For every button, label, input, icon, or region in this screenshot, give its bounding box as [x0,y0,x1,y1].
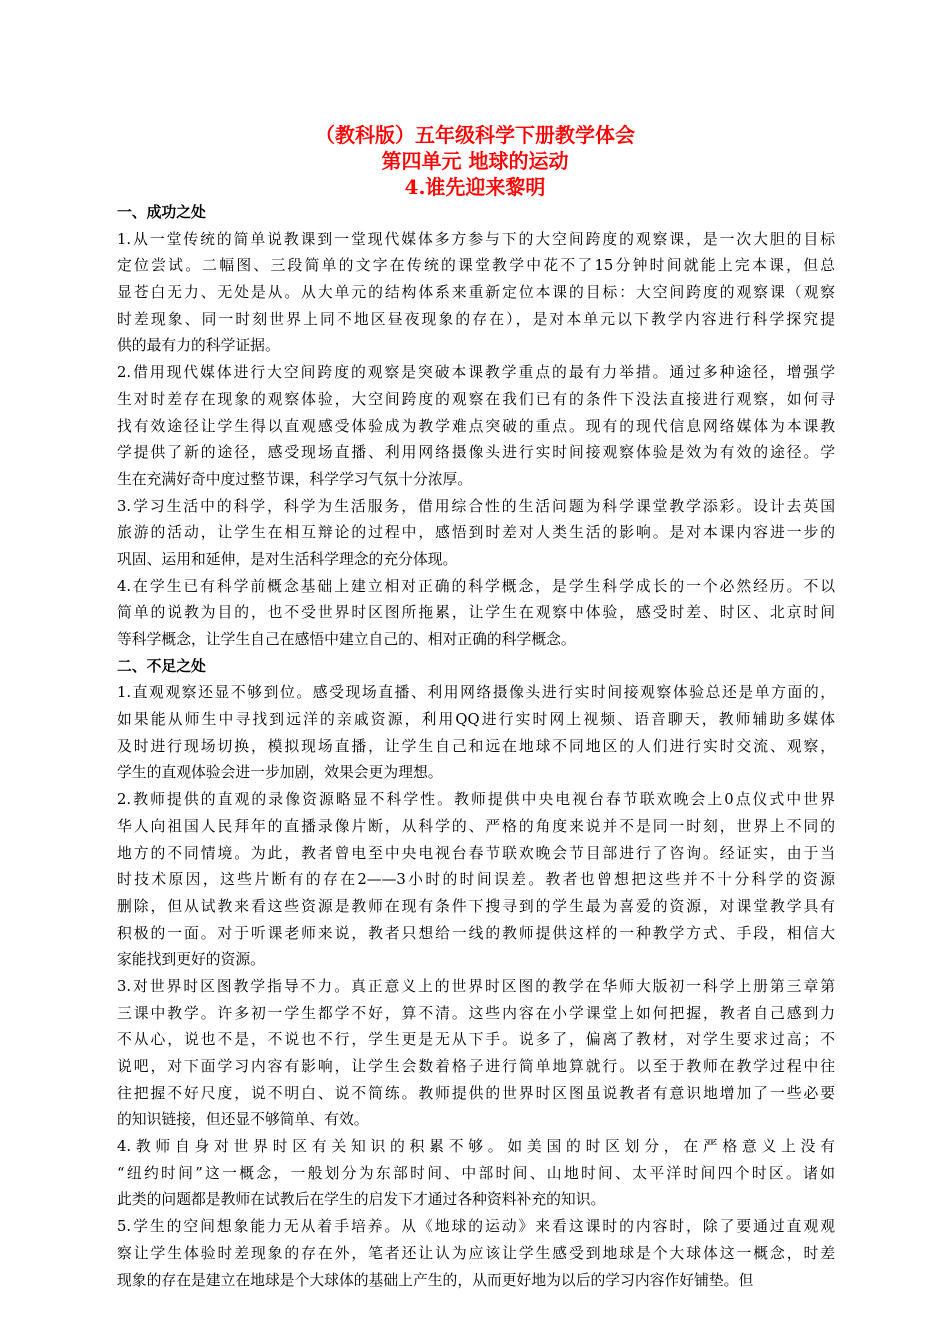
text-line: 往把握不好尺度，说不明白、说不简练。教师提供的世界时区图虽说教者有意识地增加了一些必要 [117,1084,835,1102]
document-title [0,122,950,200]
text-line: 等科学概念，让学生自己在感悟中建立自己的、相对正确的科学概念。 [117,631,576,648]
paragraph [117,680,835,787]
text-line: 时技术原因，这些片断有的存在2——3小时的时间误差。教者也曾想把这些并不十分科学的资源 [117,871,835,889]
text-line: 1.直观观察还显不够到位。感受现场直播、利用网络摄像头进行实时间接观察体验总还是单方面的， [117,684,835,702]
paragraph [117,227,835,360]
paragraph [117,1214,835,1294]
text-line: 如果能从师生中寻找到远洋的亲戚资源，利用QQ进行实时网上视频、语音聊天，教师辅助多媒体 [117,711,835,729]
text-line: 简单的说教为目的，也不受世界时区图所拖累，让学生在观察中体验，感受时差、时区、北京时间 [117,604,835,622]
text-line: 旅游的活动，让学生在相互辩论的过程中，感悟到时差对人类生活的影响。是对本课内容进一步的 [117,524,835,542]
paragraph [117,574,835,654]
text-line: 时差现象、同一时刻世界上同不地区昼夜现象的存在），是对本单元以下教学内容进行科学探究提 [117,310,835,328]
text-line: 学生的直观体验会进一步加剧，效果会更为理想。 [117,764,443,782]
text-line: 2.借用现代媒体进行大空间跨度的观察是突破本课教学重点的最有力举措。通过多种途径，增强学 [117,364,835,382]
text-line: 显苍白无力、无处是从。从大单元的结构体系来重新定位本课的目标：大空间跨度的观察课（观察 [117,284,835,302]
text-line: 家能找到更好的资源。 [117,951,265,969]
text-line: 4.教师自身对世界时区有关知识的积累不够。如美国的时区划分，在严格意义上没有 [117,1138,835,1156]
text-line: “纽约时间”这一概念，一般划分为东部时间、中部时间、山地时间、太平洋时间四个时区。诸如 [117,1164,835,1182]
text-line: 的知识链接，但还显不够简单、有效。 [117,1111,369,1129]
paragraph [117,1134,835,1214]
document-body [117,200,835,1294]
text-line: 巩固、运用和延伸，是对生活科学理念的充分体现。 [117,550,458,568]
section-heading: 二、不足之处 [117,657,206,675]
text-line: 学提供了新的途径，感受现场直播、利用网络摄像头进行实时间接观察体验是效为有效的途径。学 [117,444,835,462]
text-line: 找有效途径让学生得以直观感受体验成为教学难点突破的重点。现有的现代信息网络媒体为本课教 [117,417,835,435]
text-line: 华人向祖国人民拜年的直播录像片断，从科学的、严格的角度来说并不是同一时刻，世界上不同的 [117,817,835,835]
paragraph [117,787,835,974]
text-line: 定位尝试。二幅图、三段简单的文字在传统的课堂教学中花不了15分钟时间就能上完本课，但总 [117,257,835,275]
section-heading: 一、成功之处 [117,204,206,221]
text-line: 2.教师提供的直观的录像资源略显不科学性。教师提供中央电视台春节联欢晚会上0点仪式中世界 [117,791,835,809]
text-line: 积极的一面。对于听课老师来说，教者只想给一线的教师提供这样的一种教学方式、手段，相信大 [117,924,835,942]
paragraph [117,494,835,574]
text-line: 现象的存在是建立在地球是个大球体的基础上产生的，从而更好地为以后的学习内容作好铺垫。但 [117,1271,754,1289]
paragraph [117,360,835,493]
title-line-2: 第四单元 地球的运动 [381,149,569,173]
text-line: 3.学习生活中的科学，科学为生活服务，借用综合性的生活问题为科学课堂教学添彩。设计去英国 [117,497,835,515]
title-line-3: 4.谁先迎来黎明 [404,175,546,199]
text-line: 4.在学生已有科学前概念基础上建立相对正确的科学概念，是学生科学成长的一个必然经历。不以 [117,577,835,595]
text-line: 5.学生的空间想象能力无从着手培养。从《地球的运动》来看这课时的内容时，除了要通过直观观 [117,1218,835,1236]
text-line: 不从心，说也不是，不说也不行，学生更是无从下手。说多了，偏离了教材，对学生要求过高；不 [117,1031,835,1049]
text-line: 及时进行现场切换，模拟现场直播，让学生自己和远在地球不同地区的人们进行实时交流、观察， [117,737,835,755]
text-line: 删除，但从试教来看这些资源是教师在现有条件下搜寻到的学生最为喜爱的资源，对课堂教学具有 [117,897,835,915]
text-line: 说吧，对下面学习内容有影响，让学生会数着格子进行简单地算就行。以至于教师在教学过程中往 [117,1058,835,1075]
text-line: 生对时差存在现象的观察体验，大空间跨度的观察在我们已有的条件下没法直接进行观察，如何寻 [117,390,835,408]
text-line: 察让学生体验时差现象的存在外，笔者还让认为应该让学生感受到地球是个大球体这一概念，时差 [117,1244,835,1262]
text-line: 3.对世界时区图教学指导不力。真正意义上的世界时区图的教学在华师大版初一科学上册第三章第 [117,977,835,995]
text-line: 地方的不同情境。为此，教者曾电至中央电视台春节联欢晚会节目部进行了咨询。经证实，由于当 [117,844,835,862]
text-line: 1.从一堂传统的简单说教课到一堂现代媒体多方参与下的大空间跨度的观察课，是一次大胆的目标 [117,230,835,248]
text-line: 三课中教学。许多初一学生都学不好，算不清。这些内容在小学课堂上如何把握，教者自己感到力 [117,1004,835,1022]
text-line: 供的最有力的科学证据。 [117,337,280,355]
text-line: 此类的问题都是教师在试教后在学生的启发下才通过各种资料补充的知识。 [117,1191,606,1209]
text-line: 生在充满好奇中度过整节课，科学学习气氛十分浓厚。 [117,470,473,488]
title-line-1: （教科版）五年级科学下册教学体会 [315,123,635,147]
paragraph [117,974,835,1134]
